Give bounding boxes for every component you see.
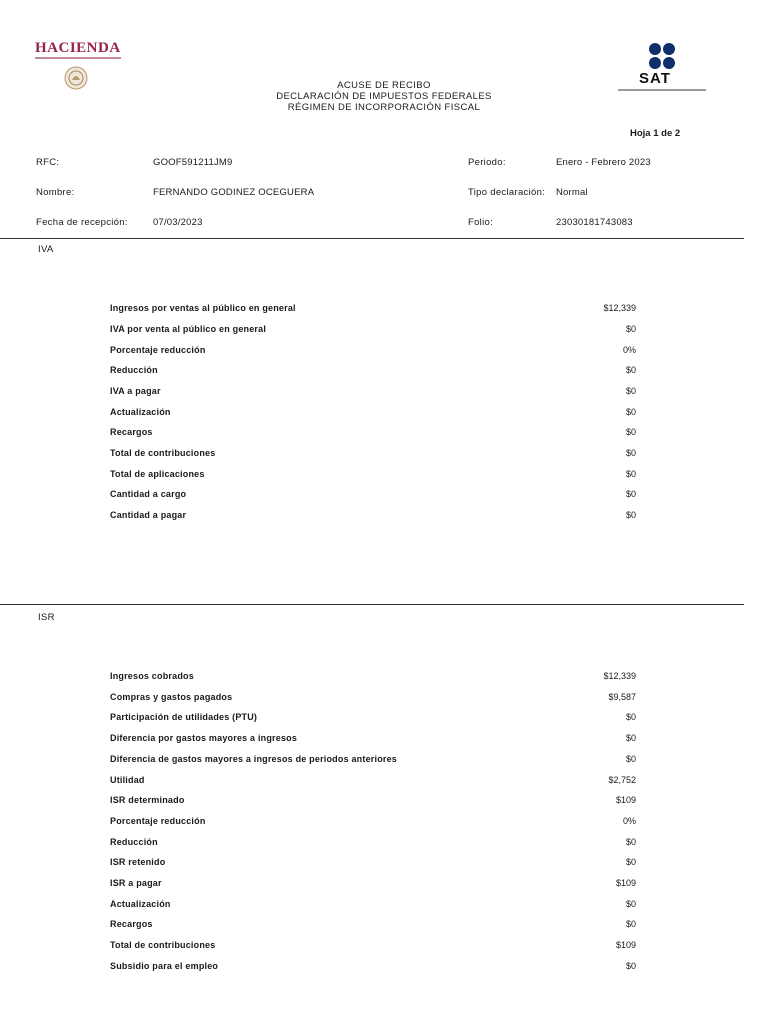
isr-section-title: ISR xyxy=(38,612,55,623)
header-line-1: ACUSE DE RECIBO xyxy=(337,80,431,91)
iva-row xyxy=(110,303,636,317)
isr-row xyxy=(110,795,636,809)
isr-row xyxy=(110,775,636,789)
row-label: IVA por venta al público en general xyxy=(110,324,267,334)
row-label: Actualización xyxy=(110,407,171,417)
row-value: $0 xyxy=(625,837,636,847)
row-value: $0 xyxy=(625,961,636,971)
row-label: Diferencia de gastos mayores a ingresos de periodos anteriores xyxy=(110,754,398,764)
iva-row xyxy=(110,510,636,524)
row-label: Total de contribuciones xyxy=(110,940,216,950)
row-label: Diferencia por gastos mayores a ingresos xyxy=(110,733,298,743)
isr-row xyxy=(110,940,636,954)
isr-divider xyxy=(0,604,744,605)
page-number: Hoja 1 de 2 xyxy=(630,128,681,139)
tipo-label: Tipo declaración: xyxy=(468,187,546,198)
row-value: $12,339 xyxy=(603,671,636,681)
row-value: $0 xyxy=(625,712,636,722)
row-label: Total de contribuciones xyxy=(110,448,216,458)
folio-value: 23030181743083 xyxy=(556,217,633,228)
row-label: ISR a pagar xyxy=(110,878,162,888)
tipo-value: Normal xyxy=(556,187,588,198)
row-label: IVA a pagar xyxy=(110,386,161,396)
row-label: Subsidio para el empleo xyxy=(110,961,219,971)
row-label: Porcentaje reducción xyxy=(110,816,206,826)
isr-row xyxy=(110,712,636,726)
row-value: $0 xyxy=(625,407,636,417)
row-label: Ingresos cobrados xyxy=(110,671,194,681)
folio-label: Folio: xyxy=(468,217,494,228)
isr-row xyxy=(110,961,636,975)
row-value: $0 xyxy=(625,899,636,909)
row-label: Porcentaje reducción xyxy=(110,345,206,355)
sat-logo-text: SAT xyxy=(639,70,671,87)
iva-row xyxy=(110,469,636,483)
isr-row xyxy=(110,671,636,685)
row-value: $0 xyxy=(625,448,636,458)
iva-row xyxy=(110,365,636,379)
iva-row xyxy=(110,489,636,503)
row-value: 0% xyxy=(622,816,636,826)
periodo-value: Enero - Febrero 2023 xyxy=(556,157,651,168)
header-line-2: DECLARACIÓN DE IMPUESTOS FEDERALES xyxy=(276,91,492,102)
isr-row xyxy=(110,733,636,747)
isr-row xyxy=(110,692,636,706)
row-value: $109 xyxy=(615,940,636,950)
iva-section-title: IVA xyxy=(38,244,54,255)
isr-row xyxy=(110,837,636,851)
isr-row xyxy=(110,919,636,933)
row-value: $0 xyxy=(625,510,636,520)
rfc-value: GOOF591211JM9 xyxy=(153,157,233,168)
row-label: Utilidad xyxy=(110,775,145,785)
row-label: Total de aplicaciones xyxy=(110,469,205,479)
nombre-value: FERNANDO GODINEZ OCEGUERA xyxy=(153,187,315,198)
row-value: $0 xyxy=(625,324,636,334)
row-value: $9,587 xyxy=(608,692,636,702)
row-label: Ingresos por ventas al público en general xyxy=(110,303,296,313)
row-label: Reducción xyxy=(110,837,158,847)
fecha-value: 07/03/2023 xyxy=(153,217,203,228)
row-label: Cantidad a cargo xyxy=(110,489,187,499)
iva-row xyxy=(110,407,636,421)
row-value: $109 xyxy=(615,878,636,888)
isr-row xyxy=(110,857,636,871)
rfc-label: RFC: xyxy=(36,157,60,168)
header-line-3: RÉGIMEN DE INCORPORACIÓN FISCAL xyxy=(287,102,481,113)
hacienda-logo-subline xyxy=(35,57,121,59)
periodo-label: Periodo: xyxy=(468,157,506,168)
row-label: ISR determinado xyxy=(110,795,185,805)
row-value: $0 xyxy=(625,365,636,375)
iva-row xyxy=(110,448,636,462)
row-label: Recargos xyxy=(110,919,153,929)
iva-row xyxy=(110,324,636,338)
nombre-label: Nombre: xyxy=(36,187,75,198)
row-value: $0 xyxy=(625,427,636,437)
iva-divider xyxy=(0,238,744,239)
row-label: Actualización xyxy=(110,899,171,909)
isr-row xyxy=(110,899,636,913)
hacienda-logo-text: HACIENDA xyxy=(35,40,121,56)
row-label: Recargos xyxy=(110,427,153,437)
row-value: $12,339 xyxy=(603,303,636,313)
isr-row xyxy=(110,878,636,892)
row-value: $0 xyxy=(625,919,636,929)
row-label: Participación de utilidades (PTU) xyxy=(110,712,258,722)
row-label: Cantidad a pagar xyxy=(110,510,187,520)
row-label: ISR retenido xyxy=(110,857,166,867)
row-label: Reducción xyxy=(110,365,158,375)
row-value: $0 xyxy=(625,733,636,743)
row-value: $0 xyxy=(625,386,636,396)
row-value: $109 xyxy=(615,795,636,805)
sat-dots-icon xyxy=(647,42,677,72)
fecha-label: Fecha de recepción: xyxy=(36,217,128,228)
row-label: Compras y gastos pagados xyxy=(110,692,233,702)
isr-row xyxy=(110,754,636,768)
row-value: $0 xyxy=(625,857,636,867)
iva-row xyxy=(110,386,636,400)
row-value: $0 xyxy=(625,469,636,479)
iva-row xyxy=(110,427,636,441)
iva-row xyxy=(110,345,636,359)
row-value: $0 xyxy=(625,754,636,764)
row-value: $2,752 xyxy=(608,775,636,785)
row-value: $0 xyxy=(625,489,636,499)
row-value: 0% xyxy=(622,345,636,355)
isr-row xyxy=(110,816,636,830)
